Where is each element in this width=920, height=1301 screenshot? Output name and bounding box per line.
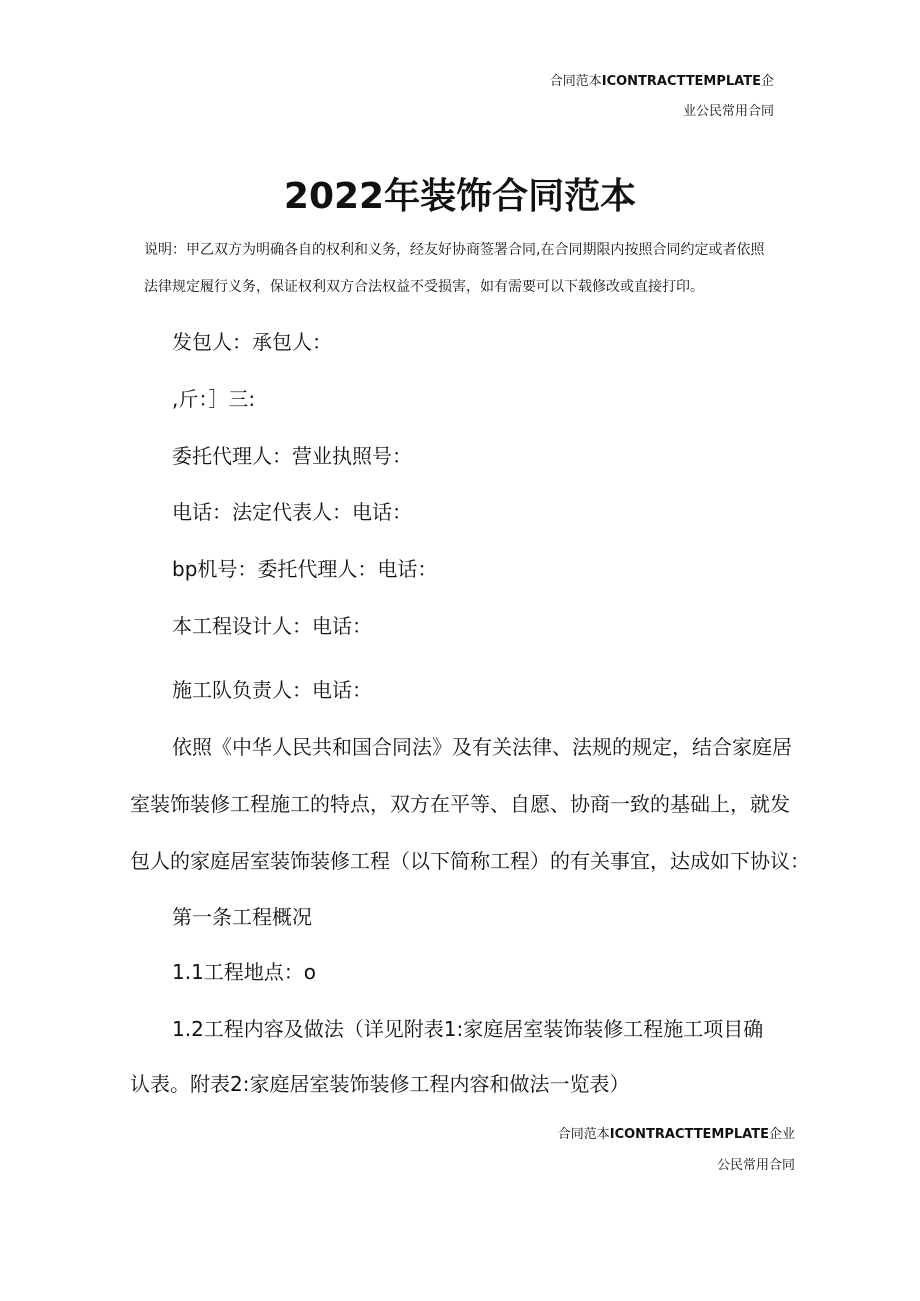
- header-prefix: 合同范本: [549, 74, 602, 89]
- page-title: 2022年装饰合同范本: [283, 176, 637, 217]
- header-line-1: [550, 70, 774, 89]
- header-brand: ICONTRACTTEMPLATE: [601, 74, 761, 89]
- item-1-2-line-1: 1.2工程内容及做法（详见附表1:家庭居室装饰装修工程施工项目确: [172, 1017, 764, 1041]
- footer-line-1: [558, 1123, 795, 1142]
- body-paragraph-line-1: 依照《中华人民共和国合同法》及有关法律、法规的规定，结合家庭居: [172, 735, 792, 759]
- body-paragraph-line-3: 包人的家庭居室装饰装修工程（以下简称工程）的有关事宜，达成如下协议：: [130, 849, 810, 873]
- header-line-2: 业公民常用合同: [682, 104, 774, 119]
- footer-brand: ICONTRACTTEMPLATE: [609, 1127, 769, 1142]
- field-line-7: 施工队负责人：电话：: [172, 678, 372, 702]
- field-line-6: 本工程设计人：电话：: [172, 614, 372, 638]
- body-paragraph-line-2: 室装饰装修工程施工的特点，双方在平等、自愿、协商一致的基础上，就发: [130, 792, 790, 816]
- item-1-2-line-2: 认表。附表2:家庭居室装饰装修工程内容和做法一览表）: [130, 1072, 630, 1096]
- field-line-4: 电话：法定代表人：电话：: [172, 500, 412, 524]
- field-line-2: ,斤：］三:: [172, 387, 256, 411]
- footer-suffix: 企业: [768, 1127, 795, 1142]
- field-line-5: bp机号：委托代理人：电话：: [172, 557, 438, 581]
- footer-line-2: 公民常用合同: [716, 1158, 795, 1173]
- footer-prefix: 合同范本: [557, 1127, 610, 1142]
- field-line-1: 发包人：承包人：: [172, 330, 332, 354]
- field-line-3: 委托代理人：营业执照号：: [172, 444, 412, 468]
- note-line-1: 说明：甲乙双方为明确各自的权利和义务，经友好协商签署合同,在合同期限内按照合同约定或者依照: [144, 242, 765, 258]
- note-line-2: 法律规定履行义务，保证权利双方合法权益不受损害，如有需要可以下载修改或直接打印。: [144, 279, 704, 295]
- section-heading: 第一条工程概况: [172, 905, 312, 929]
- item-1-1: 1.1工程地点：o: [172, 960, 317, 984]
- header-suffix: 企: [760, 74, 774, 89]
